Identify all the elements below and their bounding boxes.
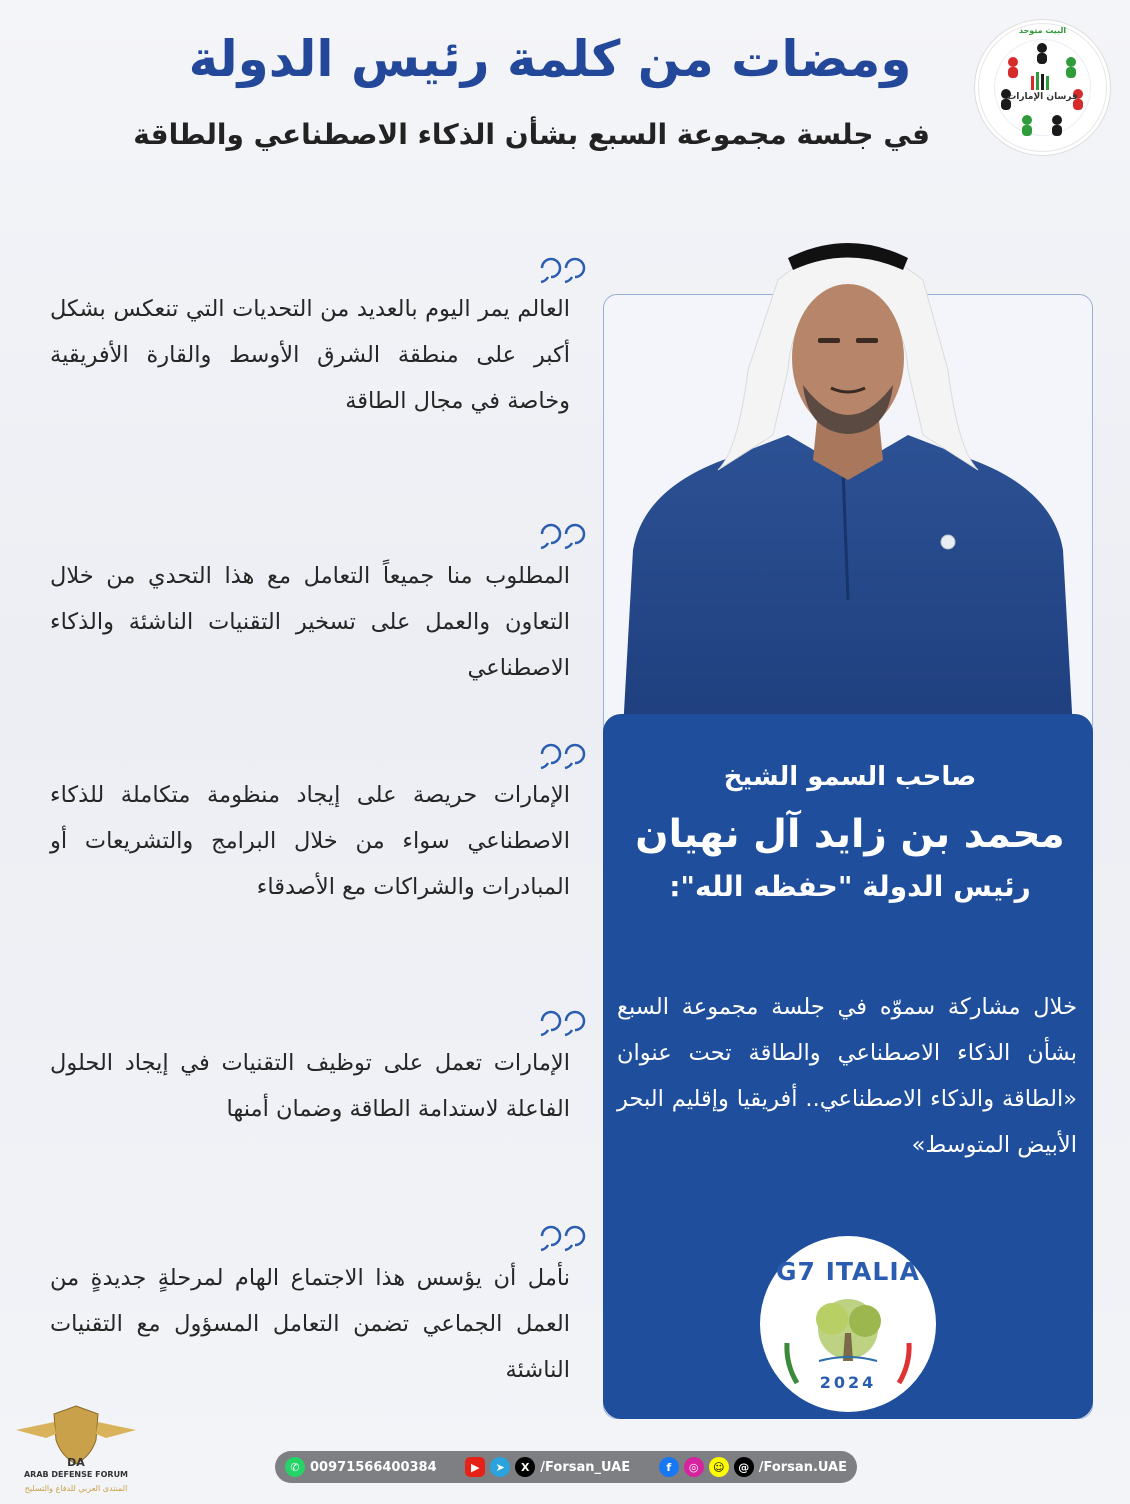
footer-handle-2[interactable]: /Forsan.UAE (758, 1459, 847, 1475)
forsan-uae-logo (975, 20, 1110, 155)
title-honorific: صاحب السمو الشيخ (723, 762, 977, 792)
leader-name: محمد بن زايد آل نهيان (635, 812, 1065, 857)
x-icon[interactable]: X (515, 1457, 535, 1477)
telegram-icon[interactable]: ➤ (490, 1457, 510, 1477)
leader-role: رئيس الدولة "حفظه الله": (669, 870, 1031, 903)
forum-name-en: ARAB DEFENSE FORUM (23, 1470, 129, 1479)
quote-2: المطلوب منا جميعاً التعامل مع هذا التحدي من خلال التعاون والعمل على تسخير التقنيات الناشئة والذكاء الاصطناعي (50, 563, 570, 681)
quote-mark-icon (538, 1222, 590, 1252)
arab-defense-forum-watermark (6, 1400, 146, 1504)
forum-name-ar: المنتدى العربي للدفاع والتسليح (24, 1484, 128, 1493)
snapchat-icon[interactable]: ☺ (709, 1457, 729, 1477)
logo-ring-text: البيت متوحد (1018, 26, 1067, 35)
footer-phone[interactable]: 00971566400384 (310, 1459, 437, 1475)
logo-text: فرسان الإمارات (1007, 92, 1078, 102)
footer-group-2 (659, 1457, 847, 1477)
session-description: خلال مشاركة سموّه في جلسة مجموعة السبع بشأن الذكاء الاصطناعي والطاقة تحت عنوان «الطاقة والذكاء الاصطناعي.. أفريقيا وإقليم البحر الأبيض المتوسط» (617, 994, 1077, 1158)
quote-3: الإمارات حريصة على إيجاد منظومة متكاملة للذكاء الاصطناعي سواء من خلال البرامج والتشريعات أو المبادرات والشراكات مع الأصدقاء (50, 782, 570, 900)
quote-mark-icon (538, 1007, 590, 1037)
quote-1: العالم يمر اليوم بالعديد من التحديات التي تنعكس بشكل أكبر على منطقة الشرق الأوسط والقارة الأفريقية وخاصة في مجال الطاقة (50, 296, 570, 414)
g7-year: 2024 (819, 1373, 877, 1392)
footer-group-1 (465, 1457, 630, 1477)
social-footer (275, 1451, 857, 1483)
quote-mark-icon (538, 520, 590, 550)
g7-italia-logo (757, 1233, 939, 1415)
g7-title: G7 ITALIA (776, 1257, 920, 1286)
footer-phone-group (285, 1457, 437, 1477)
quote-5: نأمل أن يؤسس هذا الاجتماع الهام لمرحلةٍ جديدةٍ من العمل الجماعي تضمن التعامل المسؤول مع التقنيات الناشئة (50, 1265, 570, 1383)
quote-mark-icon (538, 740, 590, 770)
page-subtitle: في جلسة مجموعة السبع بشأن الذكاء الاصطناعي والطاقة (133, 118, 930, 151)
instagram-icon[interactable]: ◎ (684, 1457, 704, 1477)
whatsapp-icon[interactable]: ✆ (285, 1457, 305, 1477)
threads-icon[interactable]: @ (734, 1457, 754, 1477)
footer-handle-1[interactable]: /Forsan_UAE (540, 1459, 631, 1475)
quote-mark-icon (538, 254, 590, 284)
facebook-icon[interactable]: f (659, 1457, 679, 1477)
quote-4: الإمارات تعمل على توظيف التقنيات في إيجاد الحلول الفاعلة لاستدامة الطاقة وضمان أمنها (50, 1050, 570, 1122)
portrait-photo (603, 220, 1093, 730)
page-title: ومضات من كلمة رئيس الدولة (188, 30, 912, 88)
youtube-icon[interactable]: ▶ (465, 1457, 485, 1477)
forum-abbr: DA (67, 1456, 85, 1469)
